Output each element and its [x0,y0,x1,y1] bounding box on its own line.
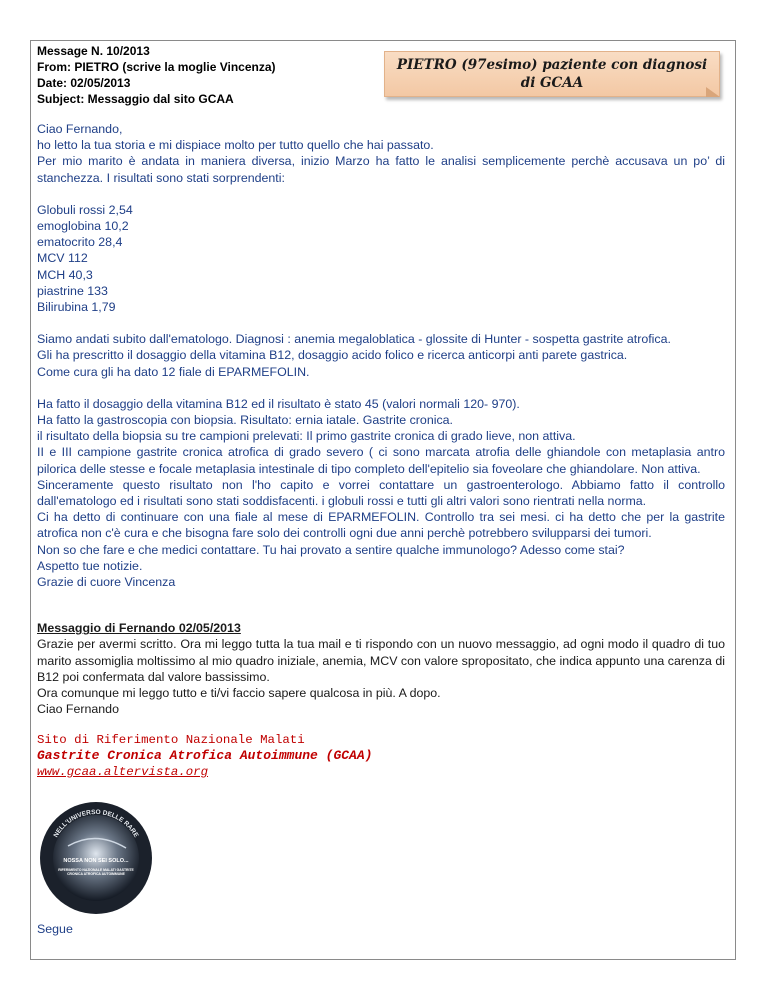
reply-line: Ora comunque mi leggo tutto e ti/vi faccio sapere qualcosa in più. A dopo. [37,686,441,701]
intro-line: ho letto la tua storia e mi dispiace molto per tutto quello che hai passato. [37,138,434,153]
lab-value: MCH 40,3 [37,267,93,282]
lab-value: piastrine 133 [37,283,108,298]
diagnosis-line: Come cura gli ha dato 12 fiale di EPARMEFOLIN. [37,364,310,379]
followup-line: Aspetto tue notizie. [37,558,143,573]
logo-center-text: NOSSA NON SEI SOLO... [63,858,129,864]
lab-value: ematocrito 28,4 [37,235,123,250]
patient-callout [384,51,720,97]
callout-fold [706,87,720,97]
site-line-2: Gastrite Cronica Atrofica Autoimmune (GCAA) [37,747,373,763]
followup-line: Ha fatto il dosaggio della vitamina B12 ed il risultato è stato 45 (valori normali 120- 970). [37,396,520,411]
diagnosis-line: Siamo andati subito dall'ematologo. Diagnosi : anemia megaloblatica - glossite di Hunter - sospetta gastrite atrofica. [37,332,671,347]
message-body [37,121,725,780]
intro-line: Per mio marito è andata in maniera diversa, inizio Marzo ha fatto le analisi semplicemente perchè accusava un po’ di stanchezza. I risultati sono stati sorprendenti: [37,154,725,185]
message-number: Message N. 10/2013 [37,44,150,58]
message-header [37,43,276,107]
followup-line: Non so che fare e che medici contattare. Tu hai provato a sentire qualche immunologo? Adesso come stai? [37,542,625,557]
message-date: Date: 02/05/2013 [37,76,131,90]
signature: Grazie di cuore Vincenza [37,575,176,590]
reply-signature: Ciao Fernando [37,702,119,717]
followup-line: II e III campione gastrite cronica atrofica di grado severo ( ci sono marcata atrofia delle ghiandole con metaplasia antro pilorica delle stesse e focale metaplasia intestinale di tipo completo dell'epitelio sia foveolare che ghiandolare. Non attiva. [37,445,725,476]
gcaa-logo-image [38,800,154,916]
message-from: From: PIETRO (scrive la moglie Vincenza) [37,60,276,74]
reply-section [37,620,725,717]
lab-value: Bilirubina 1,79 [37,300,116,315]
reply-line: Grazie per avermi scritto. Ora mi leggo tutta la tua mail e ti rispondo con un nuovo messaggio, ad ogni modo il quadro di tuo marito assomiglia moltissimo al mio quadro iniziale, anemia, MCV con valore spropositato, che indica appunto una carenza di B12 poi confermata dal valore bassissimo. [37,637,725,684]
greeting: Ciao Fernando, [37,122,123,136]
lab-value: MCV 112 [37,251,88,266]
followup-line: il risultato della biopsia su tre campioni prelevati: Il primo gastrite cronica di grado lieve, non attiva. [37,429,576,444]
site-url-link[interactable]: www.gcaa.altervista.org [37,764,209,779]
followup-line: Ci ha detto di continuare con una fiale al mese di EPARMEFOLIN. Controllo tra sei mesi. ci ha detto che per la gastrite atrofica non c'è cura e che bisogna fare solo dei controlli ogni due anni perchè potrebbero svilupparsi dei tumori. [37,510,725,541]
message-subject: Subject: Messaggio dal sito GCAA [37,92,234,106]
logo-bottom-text: RIFERIMENTO NAZIONALE MALATI GASTRITE CRONICA ATROFICA AUTOIMMUNE [58,868,134,876]
followup-line: Sinceramente questo risultato non l'ho capito e vorrei contattare un gastroenterologo. Abbiamo fatto il controllo dall'ematologo ed i risultati sono stati soddisfacenti. i globuli rossi e tutti gli altri valori sono rientrati nella norma. [37,477,725,509]
diagnosis-line: Gli ha prescritto il dosaggio della vitamina B12, dosaggio acido folico e ricerca anticorpi anti parete gastrica. [37,348,628,363]
logo-ring-text: NELL'UNIVERSO DELLE RARE [52,808,140,839]
reply-heading: Messaggio di Fernando 02/05/2013 [37,621,241,636]
callout-text: PIETRO (97esimo) paziente con diagnosi di GCAA [396,57,708,91]
site-line-1: Sito di Riferimento Nazionale Malati [37,732,305,747]
followup-line: Ha fatto la gastroscopia con biopsia. Risultato: ernia iatale. Gastrite cronica. [37,413,453,428]
lab-value: emoglobina 10,2 [37,219,129,234]
segue-text: Segue [37,922,73,936]
lab-value: Globuli rossi 2,54 [37,202,133,217]
